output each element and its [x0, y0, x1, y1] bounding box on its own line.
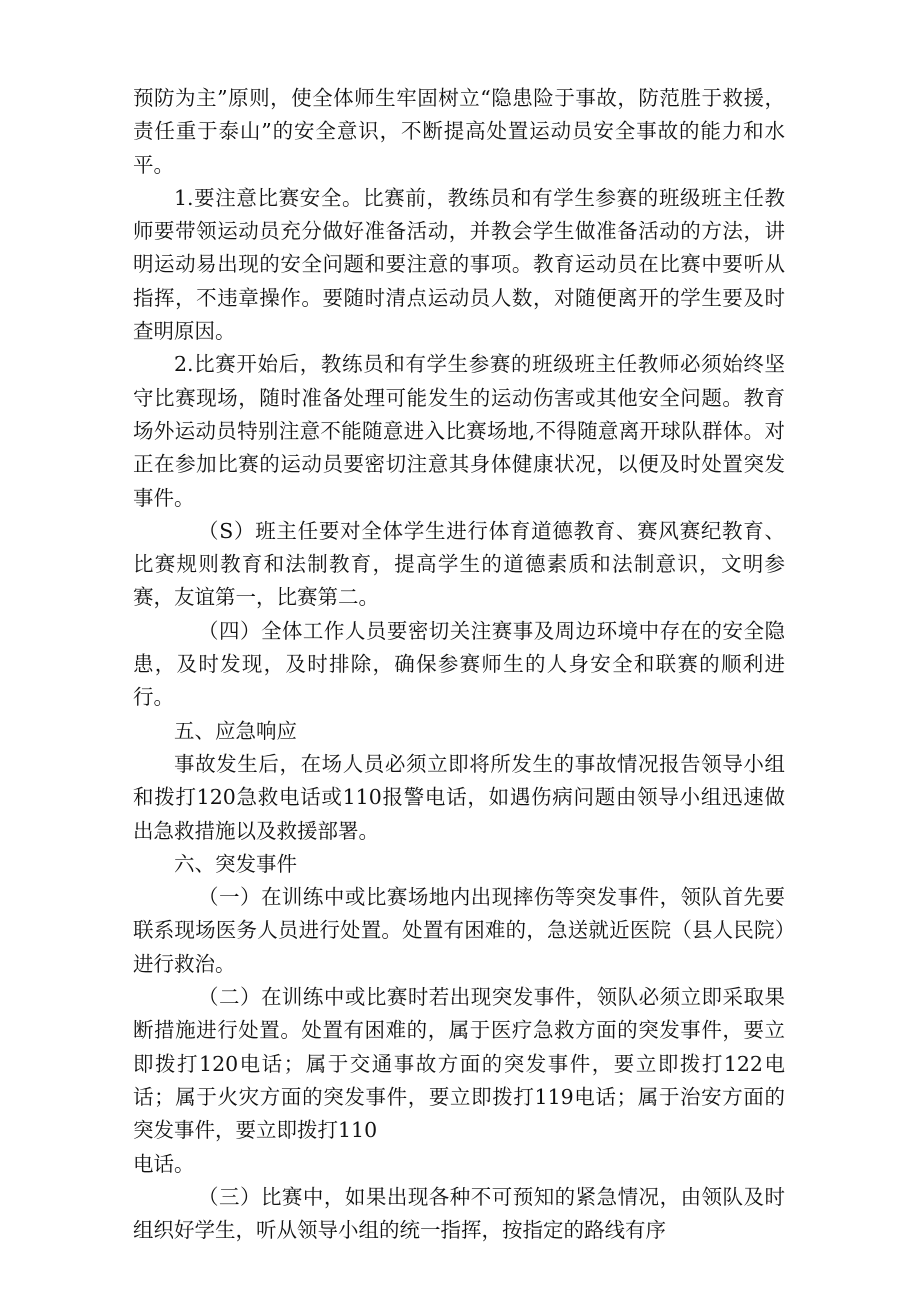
paragraph: （四）全体工作人员要密切关注赛事及周边环境中存在的安全隐患，及时发现，及时排除，确保参赛师生的人身安全和联赛的顺利进行。: [133, 618, 785, 710]
paragraph: 电话。: [133, 1151, 195, 1176]
paragraph: （一）在训练中或比赛场地内出现摔伤等突发事件，领队首先要联系现场医务人员进行处置。处置有困难的，急送就近医院（县人民院）进行救治。: [133, 885, 785, 976]
paragraph: 预防为主”原则，使全体师生牢固树立“隐患险于事故，防范胜于救援，责任重于泰山”的安全意识，不断提高处置运动员安全事故的能力和水平。: [133, 86, 785, 177]
document-body: [133, 82, 785, 1247]
section-heading: 六、突发事件: [174, 851, 297, 876]
paragraph: （S）班主任要对全体学生进行体育道德教育、赛风赛纪教育、比赛规则教育和法制教育，提高学生的道德素质和法制意识，文明参赛，友谊第一，比赛第二。: [133, 518, 785, 610]
paragraph: 事故发生后，在场人员必须立即将所发生的事故情况报告领导小组和拨打120急救电话或110报警电话，如遇伤病问题由领导小组迅速做出急救措施以及救援部署。: [133, 751, 785, 843]
paragraph: 2.比赛开始后，教练员和有学生参赛的班级班主任教师必须始终坚守比赛现场，随时准备处理可能发生的运动伤害或其他安全问题。教育场外运动员特别注意不能随意进入比赛场地,不得随意离开球队群体。对正在参加比赛的运动员要密切注意其身体健康状况，以便及时处置突发事件。: [133, 352, 785, 510]
paragraph: （二）在训练中或比赛时若出现突发事件，领队必须立即采取果断措施进行处置。处置有困难的，属于医疗急救方面的突发事件，要立即拨打120电话；属于交通事故方面的突发事件，要立即拨打122电话；属于火灾方面的突发事件，要立即拨打119电话；属于治安方面的突发事件，要立即拨打110: [133, 985, 785, 1143]
paragraph: 1.要注意比赛安全。比赛前，教练员和有学生参赛的班级班主任教师要带领运动员充分做好准备活动，并教会学生做准备活动的方法，讲明运动易出现的安全问题和要注意的事项。教育运动员在比赛中要听从指挥，不违章操作。要随时清点运动员人数，对随便离开的学生要及时查明原因。: [133, 185, 785, 344]
section-heading: 五、应急响应: [174, 718, 297, 743]
paragraph: （三）比赛中，如果出现各种不可预知的紧急情况，由领队及时组织好学生，听从领导小组的统一指挥，按指定的路线有序: [133, 1184, 785, 1243]
